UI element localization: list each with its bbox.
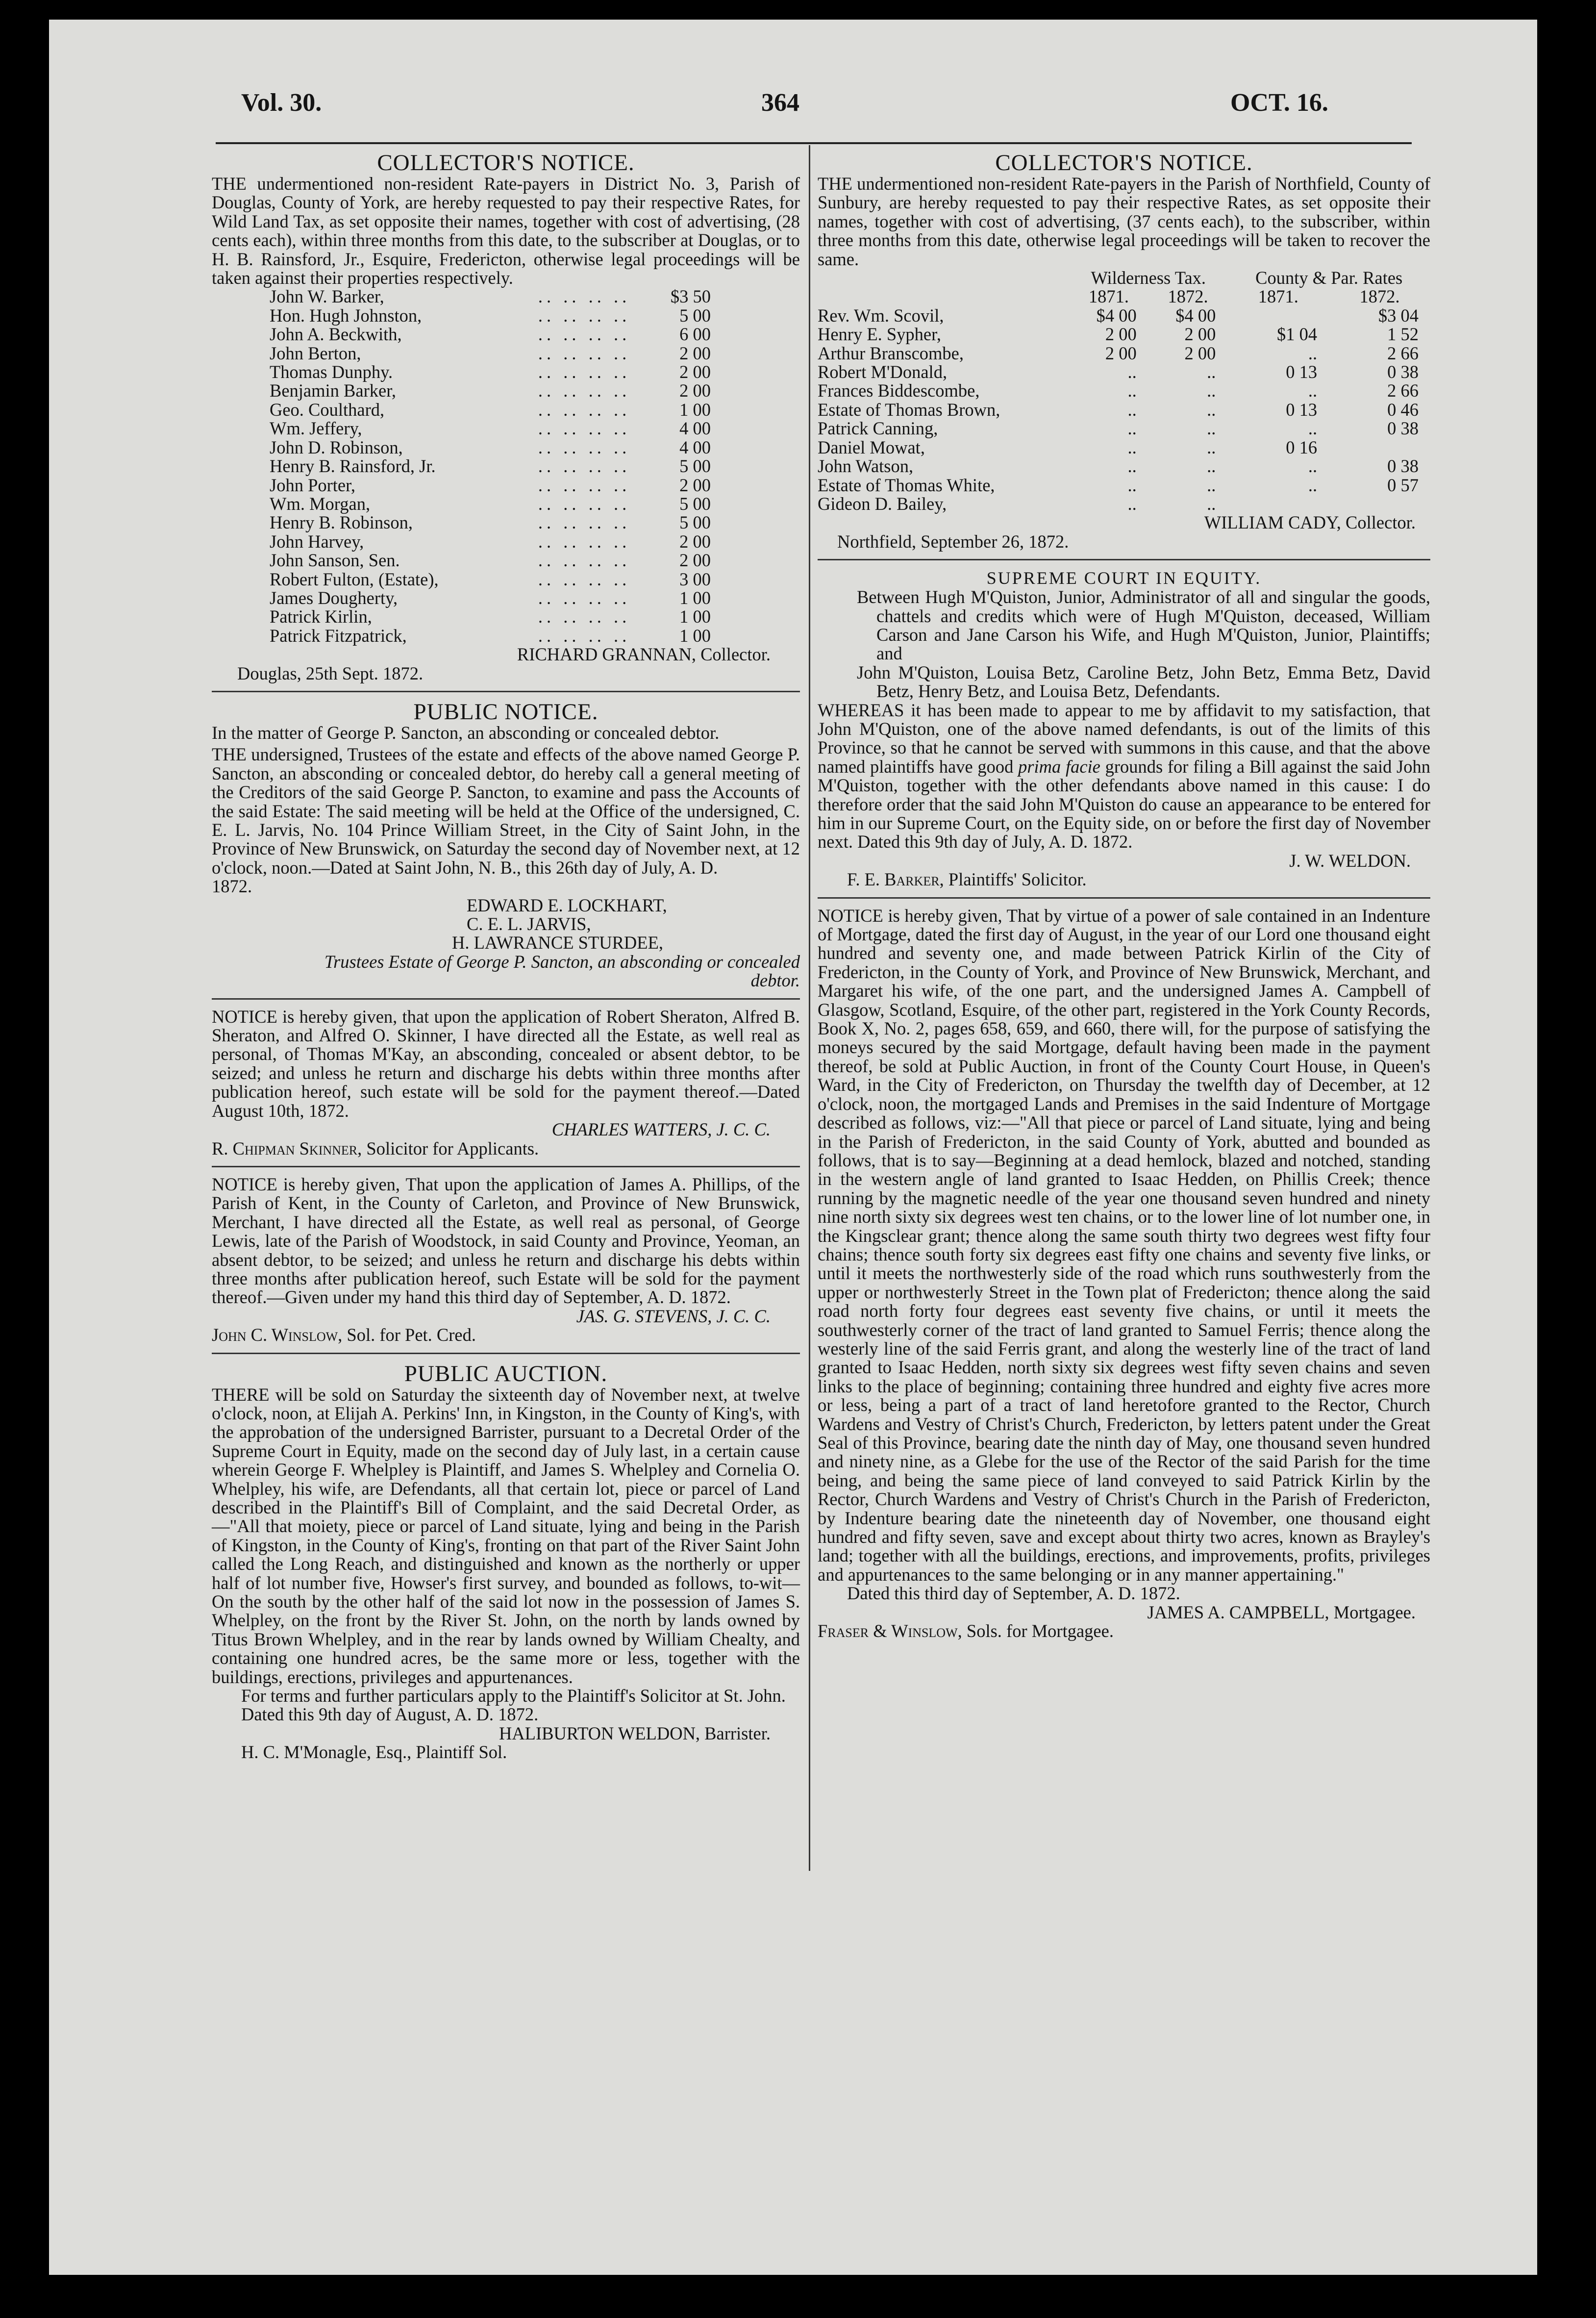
left-column — [212, 151, 800, 1762]
rate-amount: 0 16 — [1286, 437, 1318, 457]
rate-amount: 0 38 — [1387, 418, 1419, 439]
leader-dots: .. .. .. .. — [538, 399, 631, 420]
ratepayer-row — [818, 363, 1430, 381]
trustee-signature: C. E. L. JARVIS, — [467, 914, 591, 934]
rate-amount: 0 13 — [1286, 399, 1318, 420]
rate-amount: .. — [1127, 380, 1137, 401]
notice-title: COLLECTOR'S NOTICE. — [995, 150, 1253, 176]
rate-amount: .. — [1308, 380, 1318, 401]
notice-title: SUPREME COURT IN EQUITY. — [986, 568, 1262, 588]
notice-intro: THE undermentioned non-resident Rate-payers in the Parish of Northfield, County of Sunbury, are hereby requested to pay their respective Rates, as set opposite their names, together with cost of advertising, (37 cents each), to the subscriber, within three months from this date, otherwise legal proceedings will be taken to recover the same. — [818, 174, 1430, 269]
ratepayer-row — [270, 401, 711, 419]
mortgage-sale-notice — [818, 907, 1430, 1641]
rate-amount: .. — [1127, 456, 1137, 477]
leader-dots: .. .. .. .. — [538, 531, 631, 552]
rate-amount: .. — [1207, 362, 1216, 382]
ratepayer-name: John Berton, — [270, 343, 361, 363]
ratepayer-row — [818, 401, 1430, 419]
order-body: WHEREAS it has been made to appear to me by affidavit to my satisfaction, that John M'Quiston, one of the above named defendants, is out of the limits of this Province, so that he cannot be served with summons in this cause, and that the above named plaintiffs have good prima facie grounds for filing a Bill against the said John M'Quiston, together with the other defendants above named in this cause: I do therefore order that the said John M'Quiston do cause an appearance to be entered for him in our Supreme Court, on the Equity side, on or before the first day of November next. Dated this 9th day of July, A. D. 1872. — [818, 700, 1431, 852]
rate-amount: 2 66 — [1387, 380, 1419, 401]
rate-amount: 2 66 — [1387, 343, 1419, 363]
leader-dots: .. .. .. .. — [538, 550, 631, 571]
ratepayer-row — [270, 551, 711, 570]
ratepayer-row — [270, 457, 711, 476]
ratepayer-name: John Porter, — [270, 475, 355, 495]
ratepayer-row — [270, 344, 711, 363]
ratepayer-row — [818, 325, 1430, 344]
rate-amount: 4 00 — [679, 437, 711, 457]
ratepayer-name: Daniel Mowat, — [818, 437, 925, 457]
rate-amount: .. — [1127, 399, 1137, 420]
rate-amount: .. — [1127, 362, 1137, 382]
ratepayer-name: Patrick Fitzpatrick, — [270, 625, 407, 646]
solicitor-role: , Sols. for Mortgagee. — [957, 1621, 1114, 1641]
rate-amount: 2 00 — [1105, 343, 1137, 363]
rate-amount: .. — [1308, 475, 1318, 495]
ratepayer-row — [818, 419, 1430, 438]
collector-signature: RICHARD GRANNAN, Collector. — [517, 644, 771, 665]
ratepayer-row — [270, 495, 711, 513]
ratepayer-name: Benjamin Barker, — [270, 380, 397, 401]
notice-body: NOTICE is hereby given, That upon the application of James A. Phillips, of the Parish of Kent, in the County of Carleton, and Province of New Brunswick, Merchant, I have directed all the Estate, as well real as personal, of George Lewis, late of the Parish of Woodstock, in said County and Province, Yeoman, an absent debtor, to be seized; and unless he return and discharge his debts within three months after publication hereof, such Estate will be sold for the payment thereof.—Given under my hand this third day of September, A. D. 1872. — [212, 1174, 800, 1308]
rate-amount: .. — [1207, 493, 1216, 514]
rate-amount: 5 00 — [679, 456, 711, 477]
ratepayer-name: John Watson, — [818, 456, 914, 477]
ratepayer-name: Patrick Canning, — [818, 418, 938, 439]
ratepayer-name: Gideon D. Bailey, — [818, 493, 947, 514]
leader-dots: .. .. .. .. — [538, 569, 631, 589]
ratepayer-row — [270, 363, 711, 381]
leader-dots: .. .. .. .. — [538, 324, 631, 345]
rate-amount: 0 57 — [1387, 475, 1419, 495]
collector-notice-douglas — [212, 151, 800, 683]
rate-amount: 2 00 — [1184, 324, 1216, 345]
volume-number: Vol. 30. — [241, 89, 322, 117]
rate-amount: 2 00 — [679, 343, 711, 363]
rate-amount: .. — [1308, 456, 1318, 477]
rate-amount: 1 52 — [1387, 324, 1419, 345]
ratepayer-name: Frances Biddescombe, — [818, 380, 980, 401]
ratepayer-name: John D. Robinson, — [270, 437, 403, 457]
rate-amount: .. — [1207, 437, 1216, 457]
ratepayer-name: James Dougherty, — [270, 587, 398, 608]
judge-signature: J. W. WELDON. — [1289, 850, 1411, 871]
rate-amount: 1 00 — [679, 587, 711, 608]
ratepayer-row — [818, 306, 1430, 325]
ratepayer-name: John Sanson, Sen. — [270, 550, 400, 571]
divider — [818, 559, 1430, 560]
ratepayer-name: Estate of Thomas Brown, — [818, 399, 1000, 420]
rate-amount — [1227, 495, 1329, 513]
leader-dots: .. .. .. .. — [538, 362, 631, 382]
rate-amount: .. — [1207, 456, 1216, 477]
rate-amount: 1 00 — [679, 606, 711, 627]
newspaper-page — [49, 20, 1537, 2275]
defendants-parties: John M'Quiston, Louisa Betz, Caroline Betz, John Betz, Emma Betz, David Betz, Henry Betz, and Louisa Betz, Defendants. — [857, 662, 1430, 702]
rate-amount: $1 04 — [1277, 324, 1318, 345]
rate-amount: .. — [1127, 475, 1137, 495]
rate-amount: 2 00 — [1184, 343, 1216, 363]
solicitor-name: John C. Winslow — [212, 1325, 338, 1345]
wilderness-tax-header: Wilderness Tax. — [1091, 268, 1206, 288]
ratepayer-row — [270, 476, 711, 495]
rate-amount: $4 00 — [1175, 305, 1216, 326]
rate-amount: 2 00 — [679, 531, 711, 552]
solicitor-name: R. Chipman Skinner — [212, 1138, 358, 1159]
ratepayer-row — [270, 381, 711, 400]
ratepayer-row — [270, 419, 711, 438]
rate-amount: .. — [1127, 437, 1137, 457]
mortgage-dated: Dated this third day of September, A. D. 1872. — [847, 1583, 1180, 1604]
rate-amount — [1329, 438, 1430, 457]
notice-phillips — [212, 1175, 800, 1345]
notice-title: PUBLIC NOTICE. — [413, 699, 598, 725]
page-number: 364 — [761, 89, 799, 117]
ratepayer-name: John W. Barker, — [270, 286, 384, 307]
rate-amount: $3 04 — [1378, 305, 1419, 326]
ratepayer-name: Henry E. Sypher, — [818, 324, 941, 345]
leader-dots: .. .. .. .. — [538, 475, 631, 495]
solicitor-role: , Sol. for Pet. Cred. — [338, 1325, 476, 1345]
ratepayer-row — [818, 476, 1430, 495]
ratepayer-row — [818, 457, 1430, 476]
leader-dots: .. .. .. .. — [538, 286, 631, 307]
public-auction — [212, 1362, 800, 1762]
auction-terms: For terms and further particulars apply to the Plaintiff's Solicitor at St. John. — [241, 1686, 786, 1706]
ratepayer-row — [270, 306, 711, 325]
leader-dots: .. .. .. .. — [538, 437, 631, 457]
rate-amount: 2 00 — [679, 475, 711, 495]
notice-intro: THE undermentioned non-resident Rate-payers in District No. 3, Parish of Douglas, County of York, are hereby requested to pay their respective Rates, for Wild Land Tax, as set opposite their names, together with cost of advertising, (28 cents each), within three months from this date, to the subscriber at Douglas, or to H. B. Rainsford, Jr., Esquire, Fredericton, otherwise legal proceedings will be taken against their properties respectively. — [212, 174, 800, 288]
rate-amount: 0 38 — [1387, 362, 1419, 382]
collector-notice-northfield — [818, 151, 1430, 551]
dateline: Douglas, 25th Sept. 1872. — [237, 663, 424, 683]
ratepayer-name: Rev. Wm. Scovil, — [818, 305, 944, 326]
rate-amount: .. — [1207, 475, 1216, 495]
rate-amount — [1329, 495, 1430, 513]
divider — [212, 691, 800, 692]
notice-year: 1872. — [212, 876, 252, 897]
ratepayer-name: Wm. Morgan, — [270, 493, 371, 514]
plaintiff-solicitor: H. C. M'Monagle, Esq., Plaintiff Sol. — [241, 1742, 507, 1763]
public-notice-sancton — [212, 700, 800, 990]
rate-amount: 0 46 — [1387, 399, 1419, 420]
leader-dots: .. .. .. .. — [538, 606, 631, 627]
notice-sheraton — [212, 1008, 800, 1158]
northfield-rates-table — [818, 269, 1430, 513]
trustees-caption: Trustees Estate of George P. Sancton, an absconding or concealed debtor. — [324, 951, 800, 991]
rate-amount: 6 00 — [679, 324, 711, 345]
leader-dots: .. .. .. .. — [538, 456, 631, 477]
rate-amount: .. — [1308, 418, 1318, 439]
rate-amount: $3 50 — [670, 286, 711, 307]
leader-dots: .. .. .. .. — [538, 587, 631, 608]
solicitor-name: Fraser & Winslow — [818, 1621, 958, 1641]
column-divider — [809, 145, 810, 1871]
divider — [212, 1166, 800, 1167]
trustee-signature: EDWARD E. LOCKHART, — [467, 895, 667, 915]
ratepayer-row — [270, 589, 711, 607]
rate-amount: 2 00 — [679, 362, 711, 382]
issue-date: OCT. 16. — [1230, 89, 1328, 117]
leader-dots: .. .. .. .. — [538, 625, 631, 646]
rate-amount: 5 00 — [679, 493, 711, 514]
rate-amount: 2 00 — [679, 550, 711, 571]
divider — [212, 998, 800, 1000]
solicitor-role: , Plaintiffs' Solicitor. — [939, 869, 1087, 890]
county-rates-header: County & Par. Rates — [1255, 268, 1403, 288]
mortgage-body: NOTICE is hereby given, That by virtue of a power of sale contained in an Indenture of Mortgage, dated the first day of August, in the year of our Lord one thousand eight hundred and seventy one, and made between Patrick Kirlin of the City of Fredericton, in the County of York, and Province of New Brunswick, Merchant, and Margaret his wife, of the one part, and the undersigned James A. Campbell of Glasgow, Scotland, Esquire, of the other part, registered in the York County Records, Book X, No. 2, pages 658, 659, and 660, there will, for the purpose of satisfying the moneys secured by the said Mortgage, default having been made in the payment thereof, be sold at Public Auction, in front of the County Court House, in Queen's Ward, in the City of Fredericton, on Thursday the twelfth day of December, at 12 o'clock, noon, the mortgaged Lands and Premises in the said Indenture of Mortgage described as follows, viz:—"All that piece or parcel of Land situate, lying and being in the Parish of Fredericton, in the said County of York, abutted and bounded as follows, that is to say—Beginning at a dead hemlock, blazed and notched, standing in the western angle of land granted to Isaac Hedden, on Phillis Creek; thence running by the magnetic needle of the year one thousand seven hundred and ninety nine north sixty six degrees west ten chains, or to the lower line of lot number one, in the Kingsclear grant; thence along the same south thirty two degrees west fifty four chains; thence south forty six degrees east fifty one chains and seventy five links, or until it meets the northwesterly side of the road which runs southwesterly from the upper or northwesterly Street in the Town plat of Fredericton; thence along the said road north forty four degrees east seventy five chains, or until it meets the southwesterly corner of the tract of land granted to Samuel Ferris; thence along the westerly line of the said Ferris grant, and along the westerly line of the tract of land granted to Isaac Hedden, north sixty six degrees west fifty seven chains and seven links to the place of beginning; containing three hundred and eighty five acres more or less, being a part of a tract of land heretofore granted to the Rector, Church Wardens and Vestry of Christ's Church, Fredericton, by letters patent under the Great Seal of this Province, bearing date the ninth day of May, one thousand seven hundred and ninety nine, as a Glebe for the use of the Rector of the said Parish for the time being, and being the same piece of land conveyed to said Patrick Kirlin by the Rector, Church Wardens and Vestry of Christ's Church in the Parish of Fredericton, by Indenture bearing date the nineteenth day of November, one thousand eight hundred and fifty seven, save and except about thirty two acres, known as Brayley's land; together with all the buildings, erections, and improvements, profits, privileges and appurtenances to the same belonging or in any manner appertaining." — [818, 905, 1430, 1585]
divider — [212, 1353, 800, 1354]
ratepayer-row — [270, 513, 711, 532]
rate-amount: 3 00 — [679, 569, 711, 589]
ratepayer-name: Robert Fulton, (Estate), — [270, 569, 439, 589]
rate-amount — [1227, 306, 1329, 325]
ratepayer-name: Wm. Jeffery, — [270, 418, 362, 439]
solicitor-name: F. E. Barker — [847, 869, 940, 890]
rate-amount: 4 00 — [679, 418, 711, 439]
header-rule — [216, 142, 1412, 144]
plaintiffs-parties: Between Hugh M'Quiston, Junior, Administrator of all and singular the goods, chattels and credits which were of Hugh M'Quiston, deceased, William Carson and Jane Carson his Wife, and Hugh M'Quiston, Junior, Plaintiffs; and — [857, 587, 1430, 664]
leader-dots: .. .. .. .. — [538, 493, 631, 514]
collector-signature: WILLIAM CADY, Collector. — [1204, 512, 1416, 533]
rate-amount: 5 00 — [679, 512, 711, 533]
rate-amount: 1 00 — [679, 399, 711, 420]
rate-amount: .. — [1207, 418, 1216, 439]
ratepayer-name: Robert M'Donald, — [818, 362, 948, 382]
ratepayer-row — [270, 570, 711, 589]
ratepayer-name: Geo. Coulthard, — [270, 399, 385, 420]
rate-amount: .. — [1207, 399, 1216, 420]
ratepayer-row — [270, 607, 711, 626]
judge-signature: CHARLES WATTERS, J. C. C. — [551, 1119, 771, 1140]
ratepayer-name: John Harvey, — [270, 531, 364, 552]
ratepayer-row — [818, 381, 1430, 400]
rate-amount: 2 00 — [679, 380, 711, 401]
rate-amount: 0 38 — [1387, 456, 1419, 477]
leader-dots: .. .. .. .. — [538, 305, 631, 326]
ratepayer-row — [270, 438, 711, 457]
auction-body: THERE will be sold on Saturday the sixteenth day of November next, at twelve o'clock, noon, at Elijah A. Perkins' Inn, in Kingston, in the County of King's, with the approbation of the undersigned Barrister, pursuant to a Decretal Order of the Supreme Court in Equity, made on the second day of July last, in a certain cause wherein George F. Whelpley is Plaintiff, and James S. Whelpley and Cornelia O. Whelpley, his wife, are Defendants, all that certain lot, piece or parcel of Land described in the Plaintiff's Bill of Complaint, and the said Decretal Order, as—"All that moiety, piece or parcel of Land situate, lying and being in the Parish of Kingston, in the County of King's, fronting on that part of the River Saint John called the Long Reach, and distinguished and known as the northerly or upper half of lot number five, Howser's first survey, and bounded as follows, to-wit—On the south by the other half of the said lot now in the possession of James S. Whelpley, on the front by the River St. John, on the north by lands owned by Titus Brown Whelpley, and in the rear by lands owned by William Chealty, and containing one hundred acres, be the same more or less, together with the buildings, erections, privileges and appurtenances. — [212, 1384, 800, 1687]
supreme-court-in-equity — [818, 568, 1430, 889]
rate-amount: .. — [1127, 418, 1137, 439]
ratepayer-name: Arthur Branscombe, — [818, 343, 964, 363]
leader-dots: .. .. .. .. — [538, 418, 631, 439]
rate-amount: 2 00 — [1105, 324, 1137, 345]
year-header: 1872. — [1359, 286, 1400, 307]
solicitor-role: , Solicitor for Applicants. — [357, 1138, 539, 1159]
ratepayer-name: John A. Beckwith, — [270, 324, 402, 345]
leader-dots: .. .. .. .. — [538, 380, 631, 401]
notice-title: PUBLIC AUCTION. — [404, 1361, 608, 1386]
ratepayer-name: Estate of Thomas White, — [818, 475, 995, 495]
auction-dated: Dated this 9th day of August, A. D. 1872. — [241, 1704, 539, 1725]
leader-dots: .. .. .. .. — [538, 343, 631, 363]
rate-amount: .. — [1127, 493, 1137, 514]
ratepayer-name: Henry B. Robinson, — [270, 512, 413, 533]
rate-amount: .. — [1308, 343, 1318, 363]
year-header: 1871. — [1088, 286, 1129, 307]
divider — [818, 897, 1430, 899]
judge-signature: JAS. G. STEVENS, J. C. C. — [576, 1306, 771, 1326]
ratepayer-name: Thomas Dunphy. — [270, 362, 393, 382]
ratepayer-row — [270, 287, 711, 306]
matter-line: In the matter of George P. Sancton, an absconding or concealed debtor. — [212, 722, 720, 743]
ratepayer-name: Henry B. Rainsford, Jr. — [270, 456, 436, 477]
rate-amount: 0 13 — [1286, 362, 1318, 382]
rate-amount: 5 00 — [679, 305, 711, 326]
rate-amount: 1 00 — [679, 625, 711, 646]
ratepayer-row — [270, 627, 711, 645]
notice-body: NOTICE is hereby given, that upon the application of Robert Sheraton, Alfred B. Sheraton, and Alfred O. Skinner, I have directed all the Estate, as well real as personal, of Thomas M'Kay, an absconding, concealed or absent debtor, to be seized; and unless he return and discharge his debts within three months after publication hereof, such estate will be sold for the payment thereof.—Dated August 10th, 1872. — [212, 1006, 800, 1121]
ratepayer-row — [270, 325, 711, 344]
ratepayer-table — [270, 287, 711, 645]
ratepayer-row — [818, 495, 1430, 513]
rate-amount: .. — [1207, 380, 1216, 401]
leader-dots: .. .. .. .. — [538, 512, 631, 533]
barrister-signature: HALIBURTON WELDON, Barrister. — [499, 1723, 771, 1743]
dateline: Northfield, September 26, 1872. — [837, 531, 1069, 552]
mortgagee-signature: JAMES A. CAMPBELL, Mortgagee. — [1147, 1602, 1416, 1622]
year-header: 1871. — [1258, 286, 1298, 307]
trustee-signature: H. LAWRANCE STURDEE, — [452, 932, 663, 953]
notice-title: COLLECTOR'S NOTICE. — [377, 150, 635, 176]
ratepayer-name: Hon. Hugh Johnston, — [270, 305, 422, 326]
ratepayer-row — [818, 438, 1430, 457]
ratepayer-row — [818, 344, 1430, 363]
rate-amount: $4 00 — [1096, 305, 1137, 326]
ratepayer-name: Patrick Kirlin, — [270, 606, 372, 627]
year-header: 1872. — [1168, 286, 1208, 307]
notice-body: THE undersigned, Trustees of the estate and effects of the above named George P. Sancton, an absconding or concealed debtor, do hereby call a general meeting of the Creditors of the said George P. Sancton, to examine and pass the Accounts of the said Estate: The said meeting will be held at the Office of the undersigned, C. E. L. Jarvis, No. 104 Prince William Street, in the City of Saint John, in the Province of New Brunswick, on Saturday the second day of November next, at 12 o'clock, noon.—Dated at Saint John, N. B., this 26th day of July, A. D. — [212, 744, 800, 878]
right-column — [818, 151, 1430, 1640]
ratepayer-row — [270, 532, 711, 551]
